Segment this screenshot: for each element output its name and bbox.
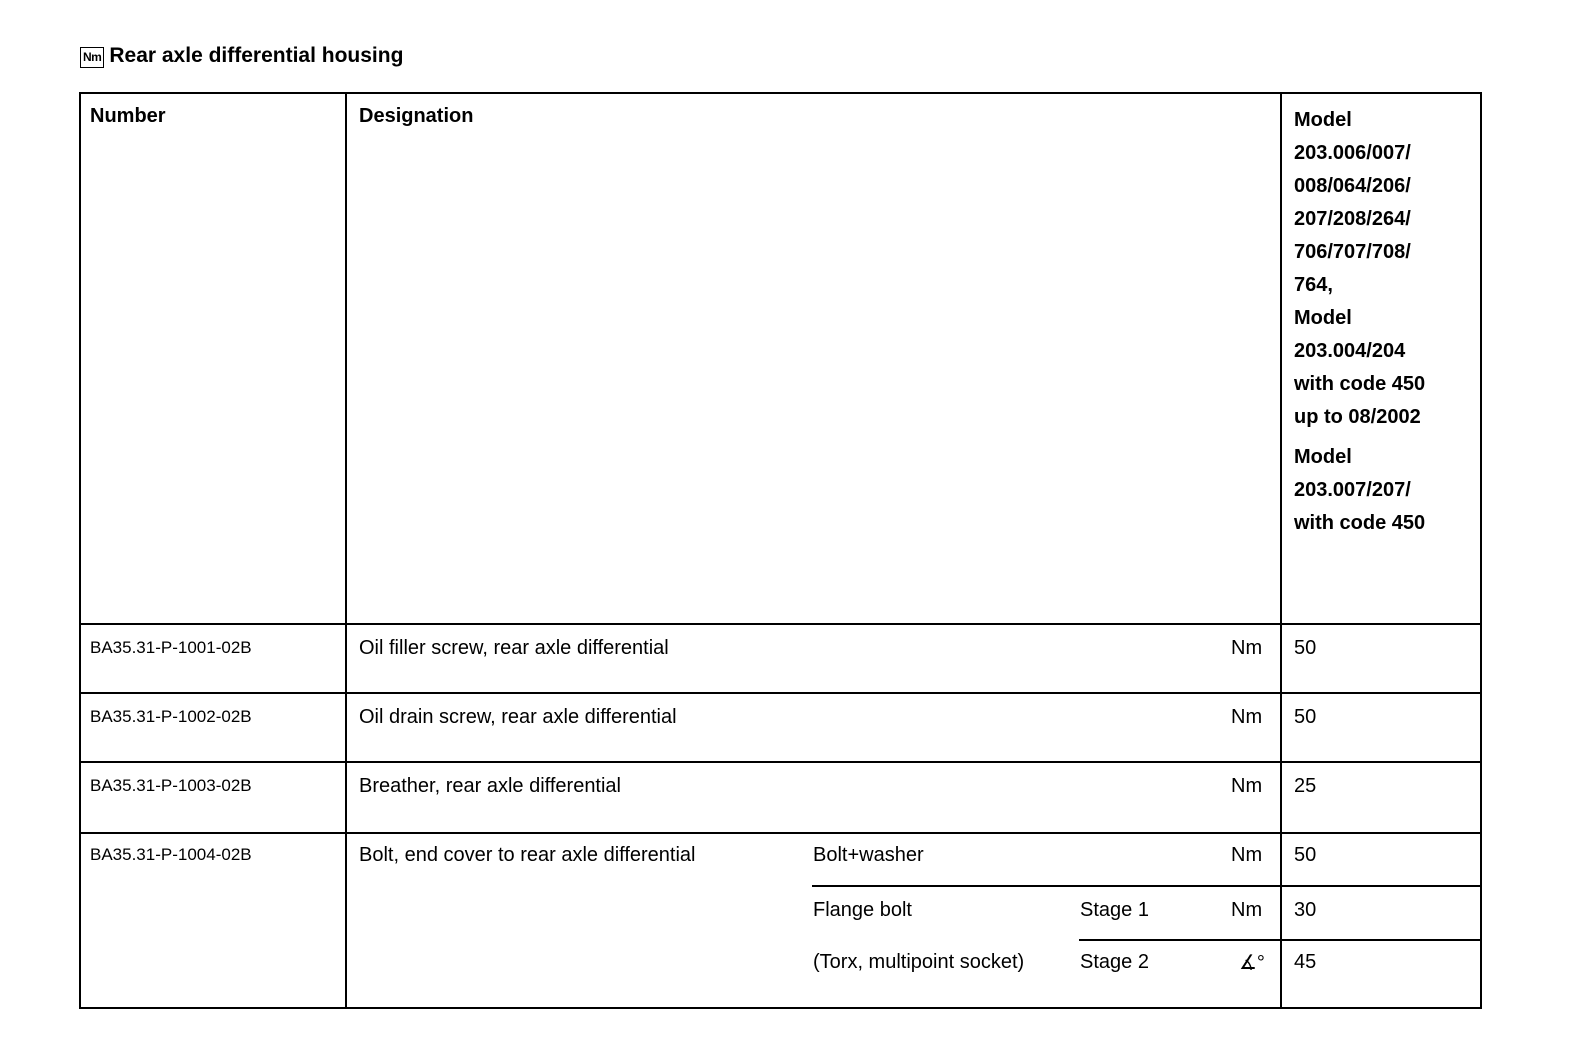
row-designation: Oil filler screw, rear axle differential <box>359 637 669 659</box>
subrow-divider <box>812 885 1480 887</box>
header-model <box>1294 104 1425 540</box>
row-value: 50 <box>1294 637 1317 659</box>
model-line: Model <box>1294 446 1352 468</box>
model-line: 203.004/204 <box>1294 340 1406 362</box>
row-divider <box>81 623 1480 625</box>
row-designation: Oil drain screw, rear axle differential <box>359 706 677 728</box>
subrow-value: 50 <box>1294 844 1317 866</box>
row-designation: Bolt, end cover to rear axle differential <box>359 844 696 866</box>
subrow-unit: Nm <box>1231 899 1263 921</box>
model-line: 203.007/207/ <box>1294 479 1411 501</box>
row-unit: Nm <box>1231 637 1263 659</box>
subrow-stage: Stage 2 <box>1080 951 1149 973</box>
model-line: 706/707/708/ <box>1294 241 1411 263</box>
page-title-text: Rear axle differential housing <box>109 44 404 67</box>
column-divider <box>345 94 347 1007</box>
row-divider <box>81 692 1480 694</box>
row-divider <box>81 832 1480 834</box>
model-line: Model <box>1294 109 1352 131</box>
row-number: BA35.31-P-1004-02B <box>90 845 252 864</box>
model-line: 207/208/264/ <box>1294 208 1411 230</box>
model-line: 008/064/206/ <box>1294 175 1411 197</box>
subrow-value: 30 <box>1294 899 1317 921</box>
model-line: 764, <box>1294 274 1333 296</box>
row-number: BA35.31-P-1003-02B <box>90 776 252 795</box>
page-title <box>80 44 403 68</box>
subrow-description: Flange bolt <box>813 899 912 921</box>
row-value: 50 <box>1294 706 1317 728</box>
angle-degree-icon: ∡° <box>1239 952 1265 974</box>
column-divider <box>1280 94 1282 1007</box>
subrow-divider <box>1079 939 1480 941</box>
model-line: Model <box>1294 307 1352 329</box>
row-divider <box>81 761 1480 763</box>
row-designation: Breather, rear axle differential <box>359 775 622 797</box>
model-line: 203.006/007/ <box>1294 142 1411 164</box>
subrow-description: Bolt+washer <box>813 844 924 866</box>
model-line: with code 450 <box>1294 512 1426 534</box>
torque-nm-icon: Nm <box>80 47 104 68</box>
subrow-unit: Nm <box>1231 844 1263 866</box>
row-number: BA35.31-P-1002-02B <box>90 707 252 726</box>
model-line: with code 450 <box>1294 373 1426 395</box>
header-number: Number <box>90 105 166 127</box>
row-number: BA35.31-P-1001-02B <box>90 638 252 657</box>
subrow-value: 45 <box>1294 951 1317 973</box>
subrow-description: (Torx, multipoint socket) <box>813 951 1025 973</box>
torque-table <box>79 92 1482 1009</box>
row-unit: Nm <box>1231 706 1263 728</box>
model-line: up to 08/2002 <box>1294 406 1421 428</box>
subrow-stage: Stage 1 <box>1080 899 1149 921</box>
row-unit: Nm <box>1231 775 1263 797</box>
row-value: 25 <box>1294 775 1317 797</box>
header-designation: Designation <box>359 105 474 127</box>
